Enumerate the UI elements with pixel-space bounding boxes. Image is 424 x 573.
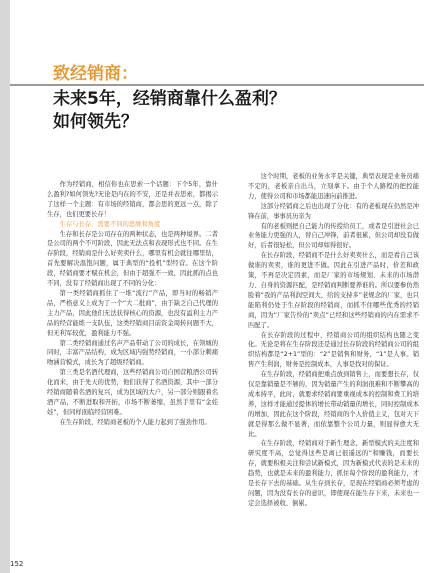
paragraph: 在生存阶段，经销商老板的个人能力起到了强劲作用。 xyxy=(59,418,211,426)
section-title: 致经销商： xyxy=(53,64,138,84)
paragraph: 在长存阶段的过程中，经销商公司的组织结构也随之变化。无论是将在生存阶段还是通过长存阶段的经销商公司的组织结构都是“2+1”型的：“2”是销售和财务，“1”是人事。销售产生利润，财务是控制成本，人事是找对的保证。 xyxy=(248,331,419,369)
right-column xyxy=(248,172,419,509)
page-number: 152 xyxy=(10,560,24,568)
paragraph: 在生存阶段，经销商对于新生理念，新型模式的关注度和研究度不高，总觉得这些是离已很遥远的“和赚钱，而要长存，就要积极关注和尝试新模式，因为新模式代表的是未来的趋势，也就是未来的盈利能力，抓住每个阶段的盈利能力，才是长存下去的基础。从生存到长存，是现在经销商必须考虑的问题，因为没有长存的意识，即使现在能生存下来，未来也一定会选择被收、倒累。 xyxy=(248,440,419,507)
paragraph: 这个时期，老板的业务水平是关键，典型表现是业务员痛不定的，老板亲自出马，立刻拿下。由于个人路程的把控能力，使得公司和市场都能迅速向前推进。 xyxy=(248,173,419,200)
paragraph: 作为经销商，相信你也在思索一个话题：下个5年，靠什么盈利?如何领先?无论是内在的不安，还是并表思索，都揭示了这样一个主题：有市场的经销商，都会思的更远一点，除了生存，也们更要长存！ xyxy=(47,181,218,218)
paragraph: 第一类经销商抓住了一堆“流行”产品，即当时的畅销产品，严格意义上成为了一个“大二批商”，由于缺乏自己代理的主力产品，因此他们无法获得核心的资源，也没有溢利主力产品的经营能练一支队伍，这类经销商目前资金周转问题不大，但无利军较优，盈利能力不强。 xyxy=(47,289,218,337)
paragraph: 第二类经销商通过名声产品带动了公司的成长，在领城的同时，丰富产品结构，成为区域内强势经销商，一小部分刺痛吻涵营模式，成长为了超级经销商。 xyxy=(47,339,218,367)
paragraph: 在长存阶段，经销商不是什么好卖卖什么，而是看自己该做谁的卖卖，谁的更进不做。因此在引进产品时，价差和政策，不再是决定因素，而是厂家的市场规划、未来的市场潜力、自身的资源匹配，是经销商判断要养谁的。所以要参仿然脸着“我的产品利润空间大，给的支持多”老规念的厂家，也只能陷利仍处于生存阶段的经销商，而抓不住哪些优秀的经销商，因为“厂家告怜的“卖点”已经和这些经销商的内在需求不匹配了。 xyxy=(248,252,419,329)
article-title-line-2: 如何领先？ xyxy=(53,112,138,132)
paragraph: 在生存阶段，经销商把重点放到销售上，而要想长存，仅仅是靠销量是不够的，因为销量产生的利润很难和不断攀高的成本持平，此时，就要求经销商要重视成本的控制和费工的培养，这样才能通过提体的增长带动销量的增长，同时控制成本的增加，因此在这个阶段，经销商的个人价值主义，包对天下就是得那么做不显著，而依靠整个公司力量，则显得愈大无比。 xyxy=(248,371,419,438)
article-title-line-1: 未来5年，经销商靠什么盈利？ xyxy=(53,89,286,109)
article-title xyxy=(53,88,286,134)
paragraph: 生存和长存是公司存在的两种状态，也是两种境界。二者是公司的两个不可阶段，因此无法点和表现形式也不同。在生存阶段，经销商是什么好卖卖什么，哪里有机会就往哪里钻，首先要解决温饱问题，属于典型的“投机”型经营。在这个阶段，经销商要才赋在机会，但由于超强不一致，因此抓的点也不同，没有了经销商出现了不同的分化： xyxy=(47,230,218,288)
paragraph: 这部分经销商之后也出现了分化：有的老板现在仍然是冲锋在前，事事员历亲为 xyxy=(248,202,419,220)
paragraph: 第三类是名酒代理商，这些经销商公司自国营粮酒公司转化而来，由于先天的优势，他们获得了名酒资源，其中一部分经销商随着名酒的复兴，成为区域的大户，另一部分则跟着名酒产品，不断进取和开拓，市场不断萎缩，虽然手里有“金娃娃”，但同样面临经营困难。 xyxy=(47,369,218,416)
title-divider xyxy=(10,84,424,86)
paragraph: 有的老板则把自己能力的传授给员工，或者是引进社会已业务能力更强的人，替自己冲锋，前者很累，但公司却没有做好，后者很轻松，但公司却如得很好。 xyxy=(248,222,419,250)
left-margin-bar xyxy=(0,0,10,573)
left-column xyxy=(47,180,218,428)
subheading: 生存与长存，需要不同的思维和角度 xyxy=(59,220,161,228)
